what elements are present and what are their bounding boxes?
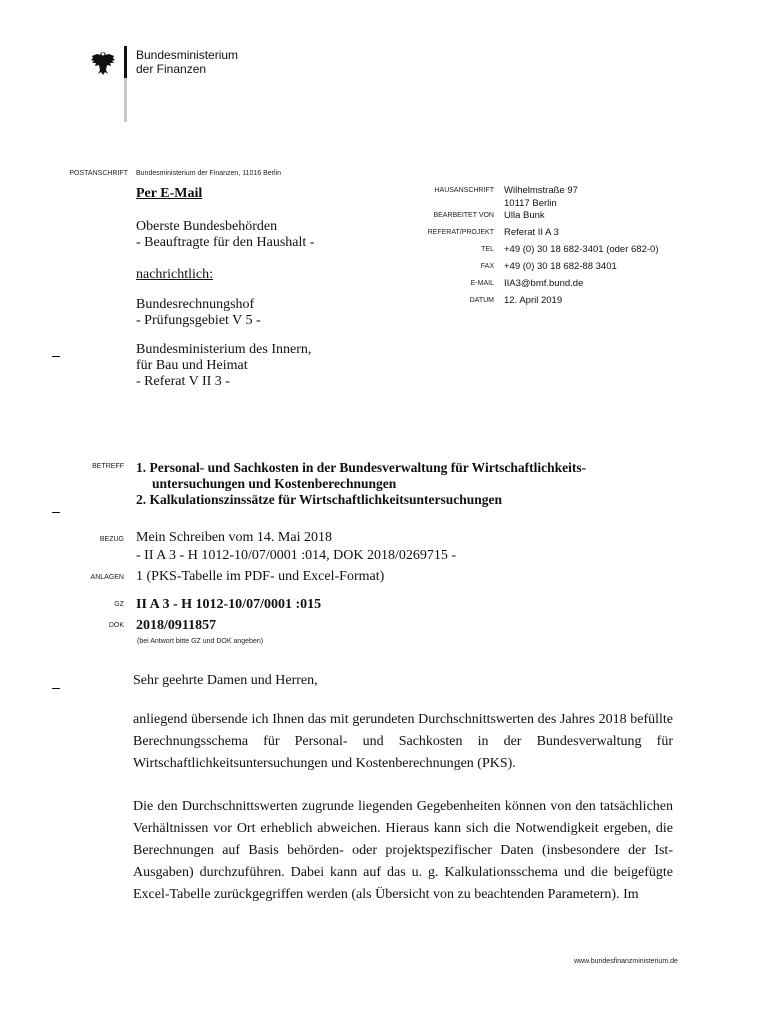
salutation: Sehr geehrte Damen und Herren, [133, 673, 318, 688]
hausanschrift-label: HAUSANSCHRIFT [434, 187, 494, 194]
bezug-line1: Mein Schreiben vom 14. Mai 2018 [136, 530, 332, 545]
recipient-line3: Bundesrechnungshof [136, 297, 255, 312]
ministry-name-line2: der Finanzen [136, 62, 207, 76]
bearbeitet-label: BEARBEITET VON [433, 212, 494, 219]
datum-value: 12. April 2019 [504, 295, 563, 306]
recipient-line5: Bundesministerium des Innern, [136, 342, 312, 357]
federal-eagle-logo [88, 48, 118, 78]
fax-value: +49 (0) 30 18 682-88 3401 [504, 261, 617, 272]
referat-label: REFERAT/PROJEKT [427, 229, 494, 236]
recipient-line7: - Referat V II 3 - [136, 374, 230, 389]
dok-note: (bei Antwort bitte GZ und DOK angeben) [137, 638, 264, 645]
bezug-line2: - II A 3 - H 1012-10/07/0001 :014, DOK 2018/0269715 - [136, 548, 457, 563]
fold-mark [52, 512, 60, 513]
gz-label: GZ [114, 601, 124, 608]
betreff-line1: 1. Personal- und Sachkosten in der Bundesverwaltung für Wirtschaftlichkeits- [136, 460, 587, 475]
recipient-line6: für Bau und Heimat [136, 358, 248, 373]
anlagen-label: ANLAGEN [90, 574, 124, 581]
tel-value: +49 (0) 30 18 682-3401 (oder 682-0) [504, 244, 659, 255]
email-label: E-MAIL [470, 280, 494, 287]
betreff-line2: untersuchungen und Kostenberechnungen [152, 476, 397, 491]
logo-bar [124, 46, 127, 78]
bezug-label: BEZUG [99, 536, 124, 543]
postanschrift-label: POSTANSCHRIFT [69, 170, 128, 177]
body-paragraph-1: anliegend übersende ich Ihnen das mit gerundeten Durchschnittswerten des Jahres 2018 befüllte Berechnungsschema für Personal- und Sachkosten in der Bundesverwaltung für Wirtschaftlichkeitsuntersuchungen und Kostenberechnungen (PKS). [133, 712, 673, 771]
betreff-label: BETREFF [92, 463, 124, 470]
email-value[interactable]: IIA3@bmf.bund.de [504, 278, 584, 289]
nachrichtlich-label: nachrichtlich: [136, 267, 213, 282]
anlagen-value: 1 (PKS-Tabelle im PDF- und Excel-Format) [136, 569, 385, 584]
fold-mark [52, 356, 60, 357]
logo-bar-grey [124, 78, 127, 122]
fold-mark [52, 688, 60, 689]
hausanschrift-line2: 10117 Berlin [504, 198, 557, 209]
referat-value: Referat II A 3 [504, 227, 559, 238]
hausanschrift-line1: Wilhelmstraße 97 [504, 185, 578, 196]
body-paragraph-2: Die den Durchschnittswerten zugrunde liegenden Gegebenheiten können von den tatsächlichen Verhältnissen vor Ort erheblich abweichen. Hieraus kann sich die Notwendigkeit ergeben, die Berechnungen auf Basis behörden- oder projektspezifischer Daten (insbesondere der Ist-Ausgaben) durchzuführen. Dabei kann auf das u. g. Kalkulationsschema und die beigefügte Excel-Tabelle zurückgegriffen werden (als Übersicht von zu beachtenden Parametern). Im [133, 799, 673, 902]
dok-label: DOK [108, 622, 124, 629]
betreff-line3: 2. Kalkulationszinssätze für Wirtschaftlichkeitsuntersuchungen [136, 492, 503, 507]
postanschrift-value: Bundesministerium der Finanzen, 11016 Berlin [136, 170, 282, 177]
recipient-line4: - Prüfungsgebiet V 5 - [136, 313, 261, 328]
tel-label: TEL [481, 246, 494, 253]
footer-url[interactable]: www.bundesfinanzministerium.de [574, 958, 678, 965]
per-email-heading: Per E-Mail [136, 186, 203, 201]
bearbeitet-value: Ulla Bunk [504, 210, 545, 221]
gz-value: II A 3 - H 1012-10/07/0001 :015 [136, 597, 322, 612]
recipient-line2: - Beauftragte für den Haushalt - [136, 235, 315, 250]
datum-label: DATUM [469, 297, 494, 304]
dok-value: 2018/0911857 [136, 618, 217, 633]
recipient-line1: Oberste Bundesbehörden [136, 219, 278, 234]
ministry-name-line1: Bundesministerium [136, 48, 239, 62]
fax-label: FAX [480, 263, 494, 270]
